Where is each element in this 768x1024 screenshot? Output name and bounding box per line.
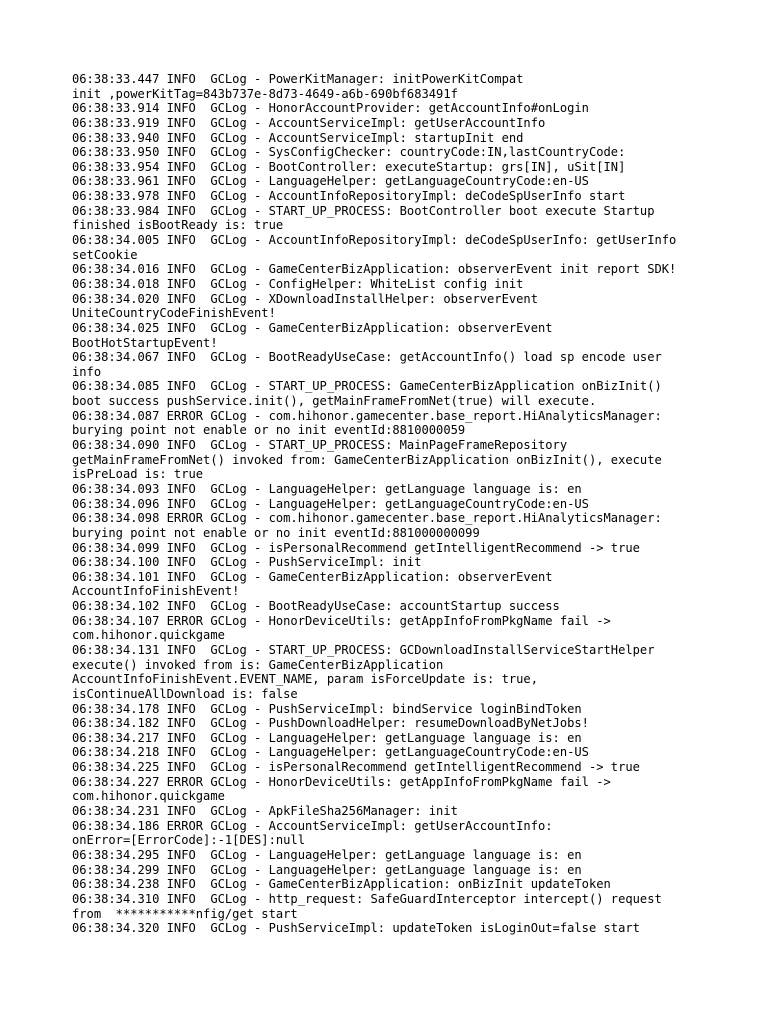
log-line: 06:38:34.131 INFO GCLog - START_UP_PROCESS: GCDownloadInstallServiceStartHelper [72,642,655,657]
log-line: 06:38:33.984 INFO GCLog - START_UP_PROCESS: BootController boot execute Startup [72,203,655,218]
log-line: BootHotStartupEvent! [72,335,218,350]
log-line: AccountInfoFinishEvent! [72,584,240,599]
log-line: 06:38:34.099 INFO GCLog - isPersonalRecommend getIntelligentRecommend -> true [72,540,640,555]
log-line: 06:38:34.310 INFO GCLog - http_request: SafeGuardInterceptor intercept() request [72,891,662,906]
log-line: 06:38:34.005 INFO GCLog - AccountInfoRepositoryImpl: deCodeSpUserInfo: getUserInfo [72,233,677,248]
log-line: finished isBootReady is: true [72,218,284,233]
log-line: 06:38:34.093 INFO GCLog - LanguageHelper: getLanguage language is: en [72,481,582,496]
log-line: 06:38:34.101 INFO GCLog - GameCenterBizApplication: observerEvent [72,569,553,584]
log-line: 06:38:34.182 INFO GCLog - PushDownloadHelper: resumeDownloadByNetJobs! [72,716,589,731]
log-line: isContinueAllDownload is: false [72,686,298,701]
log-line: burying point not enable or no init eventId:881000000099 [72,525,480,540]
log-line: 06:38:34.238 INFO GCLog - GameCenterBizApplication: onBizInit updateToken [72,877,611,892]
log-line: 06:38:34.320 INFO GCLog - PushServiceImpl: updateToken isLoginOut=false start [72,921,640,936]
log-line: getMainFrameFromNet() invoked from: GameCenterBizApplication onBizInit(), execute [72,452,662,467]
log-line: 06:38:33.914 INFO GCLog - HonorAccountProvider: getAccountInfo#onLogin [72,101,589,116]
log-line: 06:38:34.225 INFO GCLog - isPersonalRecommend getIntelligentRecommend -> true [72,760,640,775]
log-line: 06:38:34.090 INFO GCLog - START_UP_PROCESS: MainPageFrameRepository [72,438,568,453]
log-line: info [72,364,102,379]
log-line: 06:38:34.218 INFO GCLog - LanguageHelper: getLanguageCountryCode:en-US [72,745,589,760]
log-line: 06:38:33.950 INFO GCLog - SysConfigChecker: countryCode:IN,lastCountryCode: [72,145,626,160]
log-line: 06:38:33.978 INFO GCLog - AccountInfoRepositoryImpl: deCodeSpUserInfo start [72,189,626,204]
log-line: 06:38:33.447 INFO GCLog - PowerKitManager: initPowerKitCompat [72,72,524,86]
log-line: UniteCountryCodeFinishEvent! [72,306,276,321]
log-line: 06:38:34.025 INFO GCLog - GameCenterBizApplication: observerEvent [72,320,553,335]
log-line: 06:38:34.102 INFO GCLog - BootReadyUseCase: accountStartup success [72,599,560,614]
log-line: 06:38:34.096 INFO GCLog - LanguageHelper: getLanguageCountryCode:en-US [72,496,589,511]
log-line: 06:38:34.067 INFO GCLog - BootReadyUseCase: getAccountInfo() load sp encode user [72,350,662,365]
log-line: 06:38:34.018 INFO GCLog - ConfigHelper: WhiteList config init [72,276,524,291]
log-line: 06:38:34.085 INFO GCLog - START_UP_PROCESS: GameCenterBizApplication onBizInit() [72,379,662,394]
log-line: AccountInfoFinishEvent.EVENT_NAME, param isForceUpdate is: true, [72,672,538,687]
log-line: 06:38:33.940 INFO GCLog - AccountServiceImpl: startupInit end [72,130,524,145]
log-line: boot success pushService.init(), getMainFrameFromNet(true) will execute. [72,394,597,409]
log-line: 06:38:33.954 INFO GCLog - BootController: executeStartup: grs[IN], uSit[IN] [72,159,626,174]
log-line: execute() invoked from is: GameCenterBizApplication [72,657,444,672]
log-line: 06:38:34.020 INFO GCLog - XDownloadInstallHelper: observerEvent [72,291,538,306]
log-line: 06:38:34.107 ERROR GCLog - HonorDeviceUtils: getAppInfoFromPkgName fail -> [72,613,611,628]
log-line: 06:38:34.186 ERROR GCLog - AccountServiceImpl: getUserAccountInfo: [72,818,553,833]
log-line: from ***********nfig/get start [72,906,298,921]
log-line: 06:38:34.217 INFO GCLog - LanguageHelper: getLanguage language is: en [72,730,582,745]
log-line: 06:38:34.098 ERROR GCLog - com.hihonor.gamecenter.base_report.HiAnalyticsManager: [72,511,662,526]
log-line: 06:38:34.178 INFO GCLog - PushServiceImpl: bindService loginBindToken [72,701,582,716]
log-line: 06:38:34.087 ERROR GCLog - com.hihonor.gamecenter.base_report.HiAnalyticsManager: [72,408,662,423]
log-line: 06:38:34.227 ERROR GCLog - HonorDeviceUtils: getAppInfoFromPkgName fail -> [72,774,611,789]
log-text-block [72,72,712,936]
log-line: 06:38:34.231 INFO GCLog - ApkFileSha256Manager: init [72,804,458,819]
log-line: init ,powerKitTag=843b737e-8d73-4649-a6b-690bf683491f [72,86,458,101]
log-line: onError=[ErrorCode]:-1[DES]:null [72,833,305,848]
log-line: setCookie [72,247,138,262]
log-line: com.hihonor.quickgame [72,789,225,804]
log-line: 06:38:34.299 INFO GCLog - LanguageHelper: getLanguage language is: en [72,862,582,877]
log-line: 06:38:34.295 INFO GCLog - LanguageHelper: getLanguage language is: en [72,847,582,862]
log-line: isPreLoad is: true [72,467,204,482]
log-line: 06:38:33.961 INFO GCLog - LanguageHelper: getLanguageCountryCode:en-US [72,174,589,189]
log-line: com.hihonor.quickgame [72,628,225,643]
log-line: 06:38:33.919 INFO GCLog - AccountServiceImpl: getUserAccountInfo [72,115,546,130]
log-line: 06:38:34.100 INFO GCLog - PushServiceImpl: init [72,555,422,570]
log-line: burying point not enable or no init eventId:8810000059 [72,423,466,438]
log-line: 06:38:34.016 INFO GCLog - GameCenterBizApplication: observerEvent init report SDK! [72,262,677,277]
